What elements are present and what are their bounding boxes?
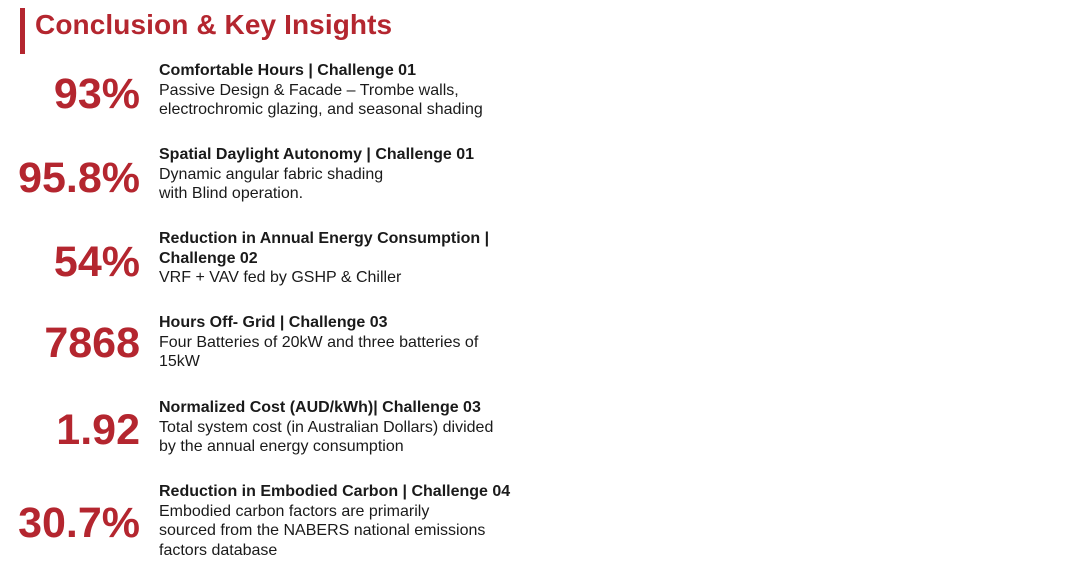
insight-desc-line: 15kW: [159, 353, 200, 370]
metric-value: 93%: [53, 70, 140, 118]
insight-text: [159, 313, 549, 372]
insight-desc-line: Embodied carbon factors are primarily: [159, 502, 430, 520]
insight-hours-off-grid: [0, 313, 560, 373]
insight-text: [159, 229, 549, 288]
metric-value: 7868: [44, 319, 140, 367]
page-title: Conclusion & Key Insights: [35, 9, 393, 40]
insight-desc-line: Four Batteries of 20kW and three batteries of: [159, 333, 479, 351]
insight-energy-reduction: [0, 229, 560, 289]
insight-text: [159, 482, 549, 560]
metric-value: 30.7%: [18, 499, 140, 547]
insight-text: [159, 145, 549, 204]
insight-heading: Comfortable Hours | Challenge 01: [159, 62, 416, 79]
insight-desc-line: VRF + VAV fed by GSHP & Chiller: [159, 269, 402, 286]
metric-value: 95.8%: [18, 154, 140, 202]
metric-value: 54%: [53, 238, 140, 286]
insight-text: [159, 398, 549, 457]
insight-spatial-daylight: [0, 145, 560, 205]
insight-desc-line: electrochromic glazing, and seasonal shading: [159, 101, 483, 118]
insight-desc-line: by the annual energy consumption: [159, 438, 404, 455]
insight-heading: Challenge 02: [159, 249, 258, 267]
insight-desc-line: with Blind operation.: [159, 185, 304, 202]
insight-normalized-cost: [0, 398, 560, 458]
insight-embodied-carbon: [0, 482, 560, 562]
insight-heading: Reduction in Embodied Carbon | Challenge 04: [159, 483, 511, 500]
metric-value: 1.92: [56, 406, 140, 454]
insight-desc-line: Passive Design & Facade – Trombe walls,: [159, 81, 459, 99]
insight-desc-line: Dynamic angular fabric shading: [159, 165, 384, 183]
insight-heading: Spatial Daylight Autonomy | Challenge 01: [159, 146, 475, 163]
insight-heading: Normalized Cost (AUD/kWh)| Challenge 03: [159, 399, 481, 416]
insight-desc-line: Total system cost (in Australian Dollars) divided: [159, 418, 494, 436]
insight-heading: Reduction in Annual Energy Consumption |: [159, 230, 490, 247]
insight-desc-line: sourced from the NABERS national emissions: [159, 522, 486, 539]
insight-heading: Hours Off- Grid | Challenge 03: [159, 314, 388, 331]
insight-comfortable-hours: [0, 61, 560, 121]
insight-text: [159, 61, 549, 120]
insight-desc-line: factors database: [159, 541, 278, 559]
title-accent-bar: [20, 8, 25, 54]
